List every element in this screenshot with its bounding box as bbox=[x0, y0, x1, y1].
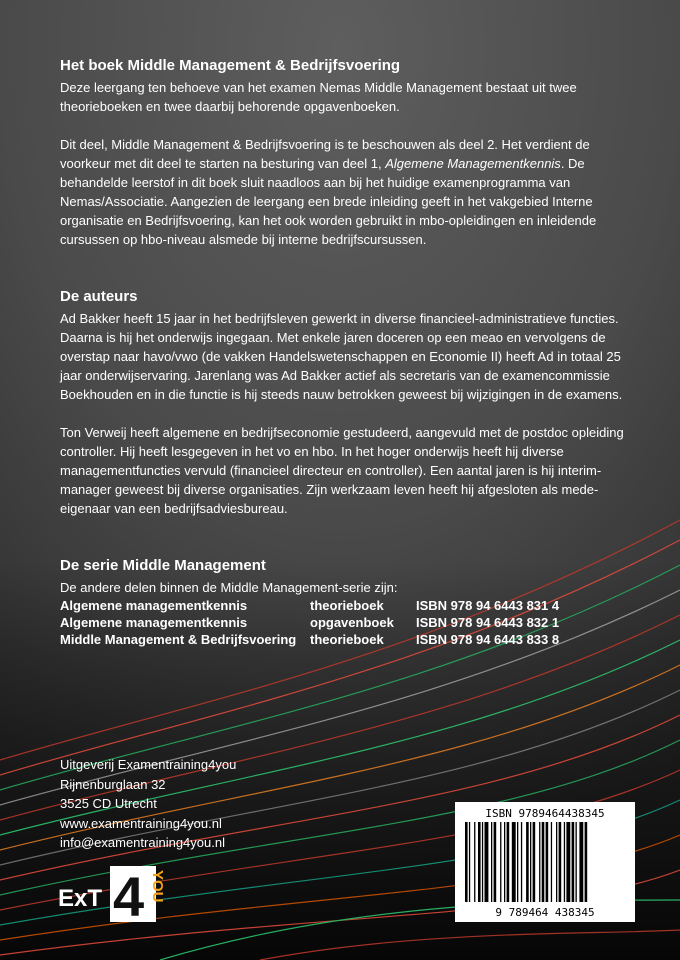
back-cover-text bbox=[60, 56, 640, 648]
series-type: opgavenboek bbox=[310, 615, 394, 630]
authors-paragraph-2: Ton Verweij heeft algemene en bedrijfseconomie gestudeerd, aangevuld met de postdoc opleiding controller. Hij heeft lesgegeven in het vo en hbo. In het hoger onderwijs heeft hij diverse managementfuncties vervuld (financieel directeur en controller). Een aantal jaren is hij interim-manager geweest bij diverse organisaties. Zijn werkzaam leven heeft hij afgesloten als mede-eigenaar van een bedrijfsadviesbureau. bbox=[60, 425, 624, 516]
logo-4-text: 4 bbox=[113, 865, 145, 924]
logo-ext-text: ExT bbox=[58, 885, 103, 912]
book-paragraph-2-italic-title: Algemene Managementkennis bbox=[385, 156, 561, 171]
barcode-bar bbox=[533, 822, 536, 902]
publisher-name: Uitgeverij Examentraining4you bbox=[60, 757, 237, 772]
barcode-bar bbox=[504, 822, 505, 902]
barcode-bar bbox=[512, 822, 516, 902]
barcode-bar bbox=[491, 822, 492, 902]
series-row bbox=[60, 631, 640, 648]
authors-section-heading: De auteurs bbox=[60, 288, 138, 305]
book-section-heading: Het boek Middle Management & Bedrijfsvoering bbox=[60, 57, 401, 74]
book-paragraph-2-part-b: . De behandelde leerstof in dit boek sluit naadloos aan bij het huidige examenprogramma van Nemas/Associatie. Aangezien de leergang een brede inleiding geeft in het vakgebied Interne organisatie en Bedrijfsvoering, kan het ook worden gebruikt in mbo-opleidingen en inleidende cursussen op hbo-niveau alsmede bij interne bedrijfscursussen. bbox=[60, 156, 597, 247]
barcode-bar bbox=[526, 822, 529, 902]
barcode-bar bbox=[494, 822, 497, 902]
barcode-bar bbox=[559, 822, 562, 902]
barcode-bar bbox=[517, 822, 518, 902]
barcode-bar bbox=[585, 822, 588, 902]
book-description-paragraph-1: Deze leergang ten behoeve van het examen Nemas Middle Management bestaat uit twee theorieboeken en twee daarbij behorende opgavenboeken. bbox=[60, 80, 577, 114]
series-title: Algemene managementkennis bbox=[60, 615, 248, 630]
barcode-bar bbox=[579, 822, 583, 902]
series-row bbox=[60, 614, 640, 631]
isbn-barcode bbox=[455, 802, 635, 922]
barcode-bar bbox=[566, 822, 570, 902]
barcode-isbn-label: ISBN 9789464438345 bbox=[485, 807, 605, 820]
barcode-bar bbox=[530, 822, 531, 902]
barcode-bar bbox=[469, 822, 470, 902]
publisher-website[interactable]: www.examentraining4you.nl bbox=[60, 815, 222, 831]
series-title: Algemene managementkennis bbox=[60, 598, 248, 613]
series-title: Middle Management & Bedrijfsvoering bbox=[60, 632, 297, 647]
publisher-email[interactable]: info@examentraining4you.nl bbox=[60, 835, 225, 850]
barcode-bar bbox=[482, 822, 483, 902]
publisher-address bbox=[60, 755, 360, 853]
barcode-bar bbox=[551, 822, 552, 902]
authors-paragraph-1: Ad Bakker heeft 15 jaar in het bedrijfsleven gewerkt in diverse financieel-administratieve functies. Daarna is hij het onderwijs ingegaan. Met enkele jaren doceren op een meao en vervolgens de overstap naar havo/vwo (de vakken Handelswetenschappen en Economie II) heeft Ad in totaal 25 jaar onderwijservaring. Jarenlang was Ad Bakker actief als secretaris van de examencommissie Boekhouden en in die functie is hij steeds nauw betrokken geweest bij wijzigingen in de examens. bbox=[60, 311, 623, 402]
barcode-bar bbox=[478, 822, 481, 902]
book-paragraph-2-part-a: Dit deel, Middle Management & Bedrijfsvoering is te beschouwen als deel 2. Het verdient de voorkeur met dit deel te starten na besturing van deel 1, bbox=[60, 137, 590, 171]
series-isbn: ISBN 978 94 6443 832 1 bbox=[416, 615, 560, 630]
series-isbn: ISBN 978 94 6443 831 4 bbox=[416, 598, 560, 613]
barcode-bar bbox=[546, 822, 549, 902]
publisher-city: 3525 CD Utrecht bbox=[60, 796, 157, 811]
series-row bbox=[60, 597, 640, 614]
barcode-bar bbox=[556, 822, 557, 902]
publisher-street: Rijnenburglaan 32 bbox=[60, 776, 166, 792]
barcode-bar bbox=[474, 822, 475, 902]
barcode-bar bbox=[507, 822, 510, 902]
series-type: theorieboek bbox=[310, 632, 384, 647]
barcode-bar bbox=[521, 822, 522, 902]
barcode-bar bbox=[576, 822, 577, 902]
barcode-digits: 9 789464 438345 bbox=[495, 906, 595, 919]
barcode-bar bbox=[500, 822, 501, 902]
barcode-bar bbox=[542, 822, 545, 902]
book-description-paragraph-2 bbox=[60, 135, 640, 249]
series-type: theorieboek bbox=[310, 598, 384, 613]
ext4you-logo bbox=[58, 864, 178, 924]
series-table bbox=[60, 597, 640, 648]
barcode-bar bbox=[539, 822, 540, 902]
series-isbn: ISBN 978 94 6443 833 8 bbox=[416, 632, 560, 647]
series-section-heading: De serie Middle Management bbox=[60, 557, 266, 574]
barcode-bar bbox=[564, 822, 565, 902]
series-intro: De andere delen binnen de Middle Management-serie zijn: bbox=[60, 580, 398, 595]
barcode-bar bbox=[572, 822, 575, 902]
logo-you-text: YOU bbox=[149, 870, 166, 903]
barcode-bar bbox=[485, 822, 489, 902]
barcode-bar bbox=[465, 822, 468, 902]
